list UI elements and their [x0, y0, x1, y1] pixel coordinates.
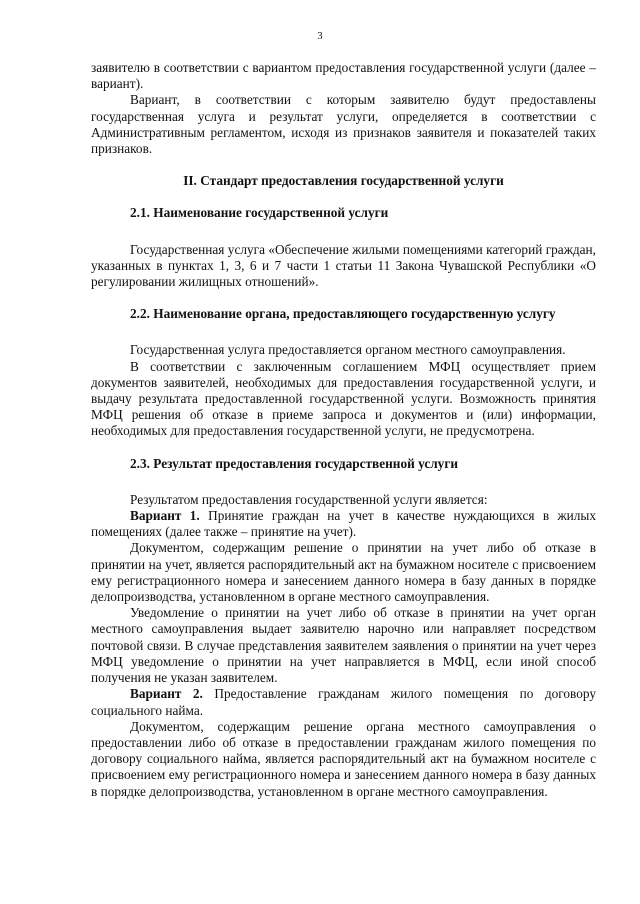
- paragraph: [91, 686, 596, 718]
- paragraph: заявителю в соответствии с вариантом предоставления государственной услуги (далее – вариант).: [91, 60, 596, 92]
- variant-text: Предоставление гражданам жилого помещения по договору социального найма.: [91, 686, 596, 718]
- paragraph: Государственная услуга предоставляется органом местного самоуправления.: [130, 342, 566, 358]
- section-heading: II. Стандарт предоставления государственной услуги: [183, 173, 504, 189]
- paragraph: Вариант, в соответствии с которым заявителю будут предоставлены государственная услуга и результат услуги, определяется в соответствии с Административным регламентом, исходя из признаков заявителя и показателей таких признаков.: [91, 92, 596, 157]
- variant-label: Вариант 2.: [130, 686, 203, 702]
- paragraph: Уведомление о принятии на учет либо об отказе в принятии на учет орган местного самоуправления выдает заявителю нарочно или направляет посредством почтовой связи. В случае представления заявителем заявления о принятии на учет через МФЦ уведомление о принятии на учет направляется в МФЦ, если иной способ получения не указан заявителем.: [91, 605, 596, 686]
- paragraph: В соответствии с заключенным соглашением МФЦ осуществляет прием документов заявителей, необходимых для предоставления государственной услуги, и выдачу результата предоставленной государственной услуги. Возможность принятия МФЦ решения об отказе в приеме запроса и документов и (или) информации, необходимых для предоставления государственной услуги, не предусмотрена.: [91, 358, 596, 439]
- subsection-heading: 2.3. Результат предоставления государственной услуги: [130, 455, 459, 471]
- paragraph: Государственная услуга «Обеспечение жилыми помещениями категорий граждан, указанных в пунктах 1, 3, 6 и 7 части 1 статьи 11 Закона Чувашской Республики «О регулировании жилищных отношений».: [91, 241, 596, 290]
- paragraph: Документом, содержащим решение органа местного самоуправления о предоставлении либо об отказе в предоставлении гражданам жилого помещения по договору социального найма, является распорядительный акт на бумажном носителе с присвоением ему регистрационного номера и занесением данного номера в базу данных в порядке делопроизводства, установленном в органе местного самоуправления.: [91, 718, 596, 799]
- paragraph: [91, 508, 596, 540]
- subsection-heading: 2.1. Наименование государственной услуги: [130, 205, 389, 221]
- variant-label: Вариант 1.: [130, 508, 200, 524]
- document-body: [91, 60, 596, 800]
- subsection-heading: 2.2. Наименование органа, предоставляющего государственную услугу: [130, 306, 556, 322]
- paragraph: Результатом предоставления государственной услуги является:: [130, 491, 488, 507]
- variant-text: Принятие граждан на учет в качестве нуждающихся в жилых помещениях (далее также – принятие на учет).: [91, 508, 597, 540]
- page-number: 3: [317, 31, 323, 42]
- paragraph: Документом, содержащим решение о принятии на учет либо об отказе в принятии на учет, является распорядительный акт на бумажном носителе с присвоением ему регистрационного номера и занесением данного номера в базу данных в порядке делопроизводства, установленном в органе местного самоуправления.: [91, 540, 596, 605]
